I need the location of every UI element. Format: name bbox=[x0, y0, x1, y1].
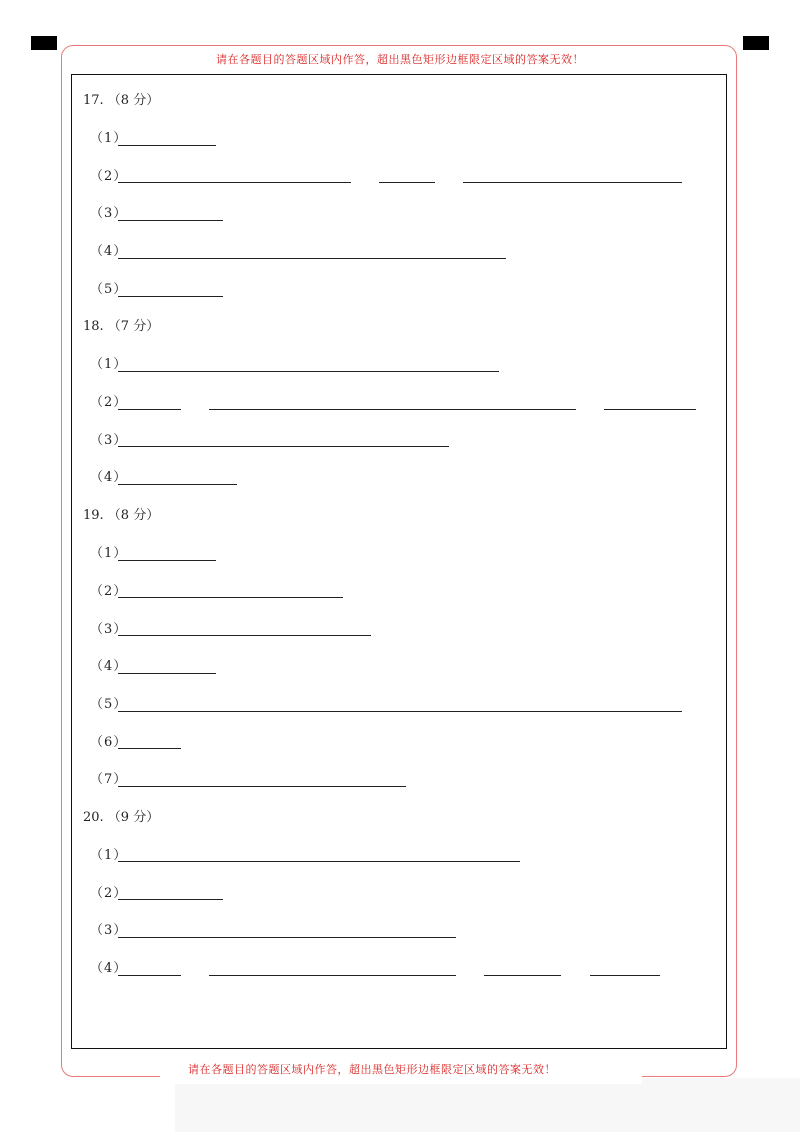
part-label: （7） bbox=[90, 772, 128, 787]
question-20-title: 20. （9 分） bbox=[83, 810, 160, 825]
answer-blank[interactable] bbox=[118, 597, 343, 598]
question-17-part-1 bbox=[90, 129, 128, 149]
question-18-part-2 bbox=[90, 393, 128, 413]
answer-blank[interactable] bbox=[118, 975, 181, 976]
answer-blank[interactable] bbox=[118, 560, 216, 561]
question-19-part-2 bbox=[90, 582, 128, 602]
part-label: （2） bbox=[90, 169, 128, 184]
answer-blank[interactable] bbox=[118, 258, 506, 259]
notice-bottom: 请在各题目的答题区域内作答，超出黑色矩形边框限定区域的答案无效！ bbox=[188, 1063, 556, 1076]
part-label: （5） bbox=[90, 282, 128, 297]
question-18-part-4 bbox=[90, 468, 128, 488]
part-label: （3） bbox=[90, 923, 128, 938]
question-19-part-6 bbox=[90, 733, 128, 753]
question-18-part-1 bbox=[90, 355, 128, 375]
part-label: （2） bbox=[90, 886, 128, 901]
part-label: （3） bbox=[90, 206, 128, 221]
question-17-part-3 bbox=[90, 204, 128, 224]
part-label: （1） bbox=[90, 546, 128, 561]
answer-blank[interactable] bbox=[209, 409, 576, 410]
alignment-mark-left bbox=[31, 36, 57, 50]
question-17-part-5 bbox=[90, 280, 128, 300]
question-20-part-1 bbox=[90, 846, 128, 866]
question-19-part-1 bbox=[90, 544, 128, 564]
answer-blank[interactable] bbox=[118, 446, 449, 447]
question-19-part-5 bbox=[90, 695, 128, 715]
question-20-part-3 bbox=[90, 921, 128, 941]
part-label: （2） bbox=[90, 584, 128, 599]
part-label: （6） bbox=[90, 735, 128, 750]
part-label: （1） bbox=[90, 131, 128, 146]
answer-blank[interactable] bbox=[118, 484, 237, 485]
question-18-part-3 bbox=[90, 431, 128, 451]
part-label: （1） bbox=[90, 848, 128, 863]
answer-blank[interactable] bbox=[118, 145, 216, 146]
part-label: （2） bbox=[90, 395, 128, 410]
question-17-part-4 bbox=[90, 242, 128, 262]
answer-blank[interactable] bbox=[118, 861, 520, 862]
answer-blank[interactable] bbox=[118, 635, 371, 636]
answer-blank[interactable] bbox=[484, 975, 561, 976]
part-label: （3） bbox=[90, 433, 128, 448]
answer-blank[interactable] bbox=[379, 182, 435, 183]
part-label: （4） bbox=[90, 659, 128, 674]
scan-shadow bbox=[175, 1078, 800, 1132]
answer-blank[interactable] bbox=[118, 786, 406, 787]
answer-blank[interactable] bbox=[209, 975, 456, 976]
answer-blank[interactable] bbox=[118, 371, 499, 372]
question-18-title: 18. （7 分） bbox=[83, 319, 160, 334]
answer-blank[interactable] bbox=[463, 182, 682, 183]
question-19-part-4 bbox=[90, 657, 128, 677]
question-17-part-2 bbox=[90, 167, 128, 187]
answer-blank[interactable] bbox=[118, 711, 682, 712]
question-19-title: 19. （8 分） bbox=[83, 508, 160, 523]
part-label: （5） bbox=[90, 697, 128, 712]
question-17-title: 17. （8 分） bbox=[83, 93, 160, 108]
part-label: （4） bbox=[90, 244, 128, 259]
part-label: （4） bbox=[90, 470, 128, 485]
question-19-part-7 bbox=[90, 770, 128, 790]
answer-blank[interactable] bbox=[118, 673, 216, 674]
answer-blank[interactable] bbox=[118, 748, 181, 749]
alignment-mark-right bbox=[743, 36, 769, 50]
question-20-part-2 bbox=[90, 884, 128, 904]
part-label: （1） bbox=[90, 357, 128, 372]
answer-blank[interactable] bbox=[118, 220, 223, 221]
answer-blank[interactable] bbox=[118, 937, 456, 938]
answer-blank[interactable] bbox=[118, 899, 223, 900]
answer-blank[interactable] bbox=[590, 975, 660, 976]
answer-blank[interactable] bbox=[118, 409, 181, 410]
answer-blank[interactable] bbox=[118, 182, 351, 183]
part-label: （4） bbox=[90, 961, 128, 976]
answer-blank[interactable] bbox=[604, 409, 696, 410]
notice-top: 请在各题目的答题区域内作答，超出黑色矩形边框限定区域的答案无效！ bbox=[216, 53, 584, 66]
answer-blank[interactable] bbox=[118, 296, 223, 297]
question-19-part-3 bbox=[90, 620, 128, 640]
question-20-part-4 bbox=[90, 959, 128, 979]
part-label: （3） bbox=[90, 622, 128, 637]
